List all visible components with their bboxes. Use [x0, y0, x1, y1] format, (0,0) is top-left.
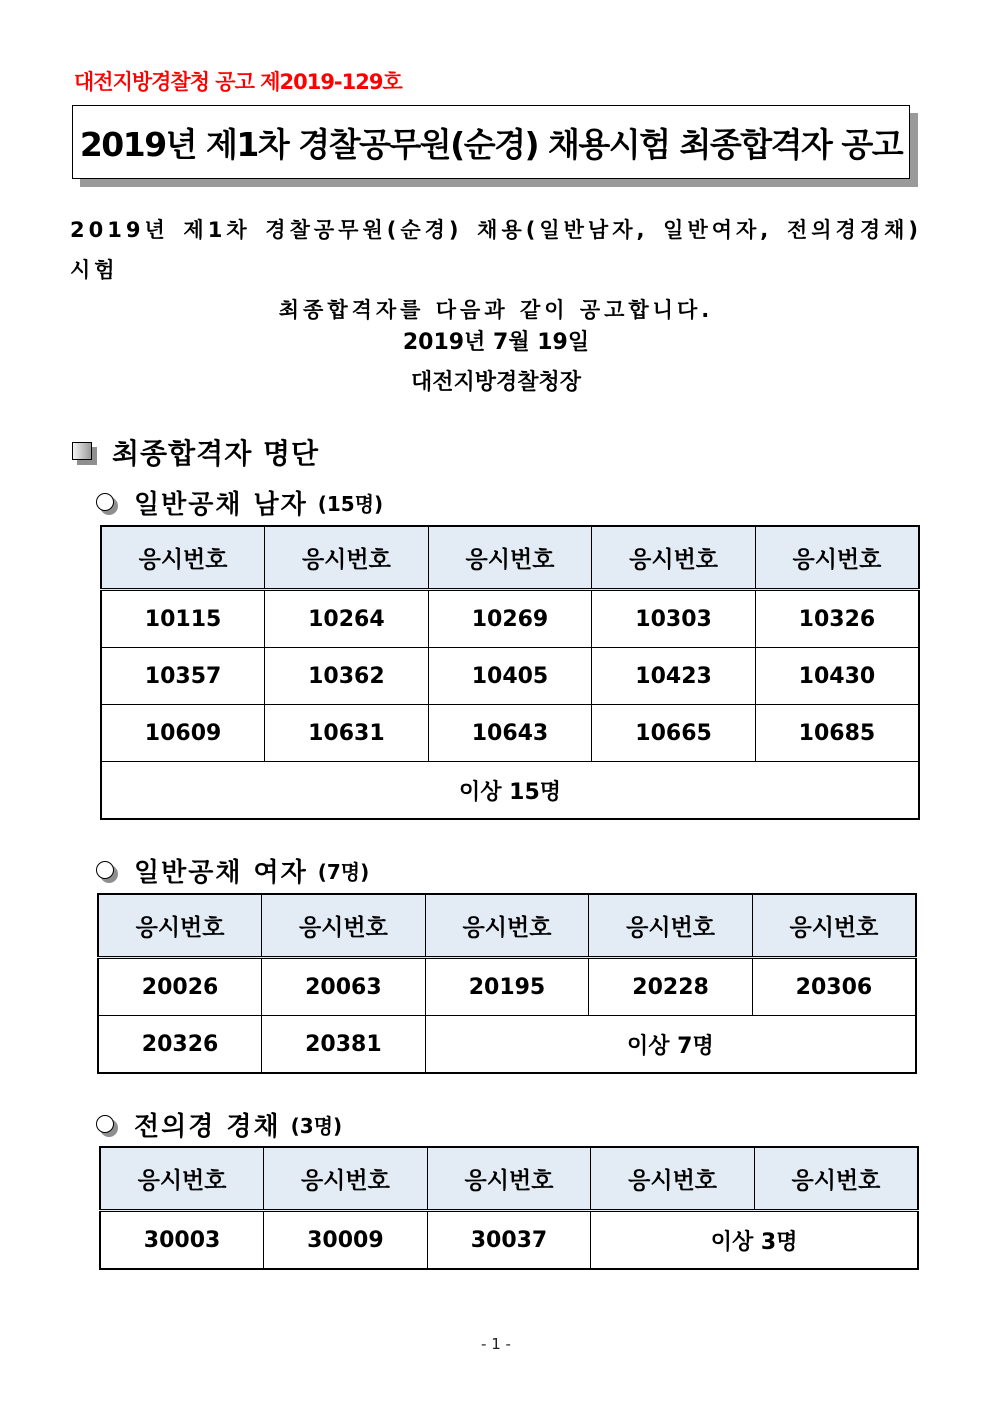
column-header: 응시번호	[754, 1147, 918, 1211]
issuing-agency: 대전지방경찰청장	[410, 370, 582, 395]
intro-line-1: 2019년 제1차 경찰공무원(순경) 채용(일반남자, 일반여자, 전의경경채) 시험	[70, 218, 922, 282]
table-row	[101, 590, 919, 648]
page-number: - 1 -	[481, 1335, 511, 1353]
group-count: (15명)	[317, 492, 384, 516]
exam-number: 20326	[98, 1016, 262, 1074]
circle-bullet-icon	[96, 1115, 116, 1135]
circle-bullet-icon	[96, 861, 116, 881]
section-heading	[72, 432, 319, 472]
group-heading-male	[96, 484, 383, 521]
table-row	[101, 705, 919, 762]
section-title: 최종합격자 명단	[112, 437, 320, 470]
column-header: 응시번호	[755, 526, 919, 590]
exam-number: 10430	[755, 648, 919, 705]
exam-number: 10303	[592, 590, 756, 648]
table-row	[101, 648, 919, 705]
column-header: 응시번호	[592, 526, 756, 590]
group-title: 일반공채 남자	[134, 490, 308, 520]
column-header: 응시번호	[101, 526, 265, 590]
exam-number: 10423	[592, 648, 756, 705]
announcement-date: 2019년 7월 19일	[402, 330, 590, 355]
title-box-frame	[72, 105, 910, 179]
column-header: 응시번호	[591, 1147, 755, 1211]
group-title: 일반공채 여자	[134, 858, 308, 888]
exam-number: 10665	[592, 705, 756, 762]
exam-number: 20228	[589, 958, 753, 1016]
exam-number: 30037	[427, 1211, 591, 1270]
group-heading-conscript	[96, 1106, 342, 1143]
column-header: 응시번호	[100, 1147, 264, 1211]
exam-number: 10264	[265, 590, 429, 648]
exam-number: 20381	[262, 1016, 426, 1074]
exam-number: 30003	[100, 1211, 264, 1270]
exam-number: 10643	[428, 705, 592, 762]
roster-table-female	[97, 893, 917, 1074]
group-count: (7명)	[317, 860, 370, 884]
column-header: 응시번호	[752, 894, 916, 958]
column-header: 응시번호	[262, 894, 426, 958]
exam-number: 10362	[265, 648, 429, 705]
table-header-row	[100, 1147, 918, 1211]
title-box	[72, 105, 910, 179]
table-row	[98, 958, 916, 1016]
exam-number: 20063	[262, 958, 426, 1016]
exam-number: 10405	[428, 648, 592, 705]
exam-number: 30009	[264, 1211, 428, 1270]
exam-number: 10685	[755, 705, 919, 762]
exam-number: 10357	[101, 648, 265, 705]
exam-number: 10631	[265, 705, 429, 762]
exam-number: 10269	[428, 590, 592, 648]
summary-row	[101, 762, 919, 820]
summary-cell: 이상 7명	[425, 1016, 916, 1074]
table-row	[100, 1211, 918, 1270]
table-header-row	[101, 526, 919, 590]
exam-number: 20195	[425, 958, 589, 1016]
exam-number: 10115	[101, 590, 265, 648]
notice-number: 대전지방경찰청 공고 제2019-129호	[74, 70, 402, 94]
column-header: 응시번호	[265, 526, 429, 590]
exam-number: 20306	[752, 958, 916, 1016]
column-header: 응시번호	[428, 526, 592, 590]
circle-bullet-icon	[96, 493, 116, 513]
column-header: 응시번호	[425, 894, 589, 958]
group-heading-female	[96, 852, 369, 889]
group-count: (3명)	[290, 1114, 343, 1138]
roster-table-conscript	[99, 1146, 919, 1270]
column-header: 응시번호	[98, 894, 262, 958]
summary-cell: 이상 15명	[101, 762, 919, 820]
table-row	[98, 1016, 916, 1074]
summary-cell: 이상 3명	[591, 1211, 918, 1270]
exam-number: 10609	[101, 705, 265, 762]
intro-line-2: 최종합격자를 다음과 같이 공고합니다.	[278, 298, 714, 322]
column-header: 응시번호	[264, 1147, 428, 1211]
table-header-row	[98, 894, 916, 958]
exam-number: 10326	[755, 590, 919, 648]
page-title: 2019년 제1차 경찰공무원(순경) 채용시험 최종합격자 공고	[79, 124, 903, 164]
exam-number: 20026	[98, 958, 262, 1016]
intro-paragraph	[70, 210, 922, 330]
column-header: 응시번호	[427, 1147, 591, 1211]
roster-table-male	[100, 525, 920, 820]
column-header: 응시번호	[589, 894, 753, 958]
square-bullet-icon	[72, 442, 94, 462]
group-title: 전의경 경채	[134, 1112, 281, 1142]
